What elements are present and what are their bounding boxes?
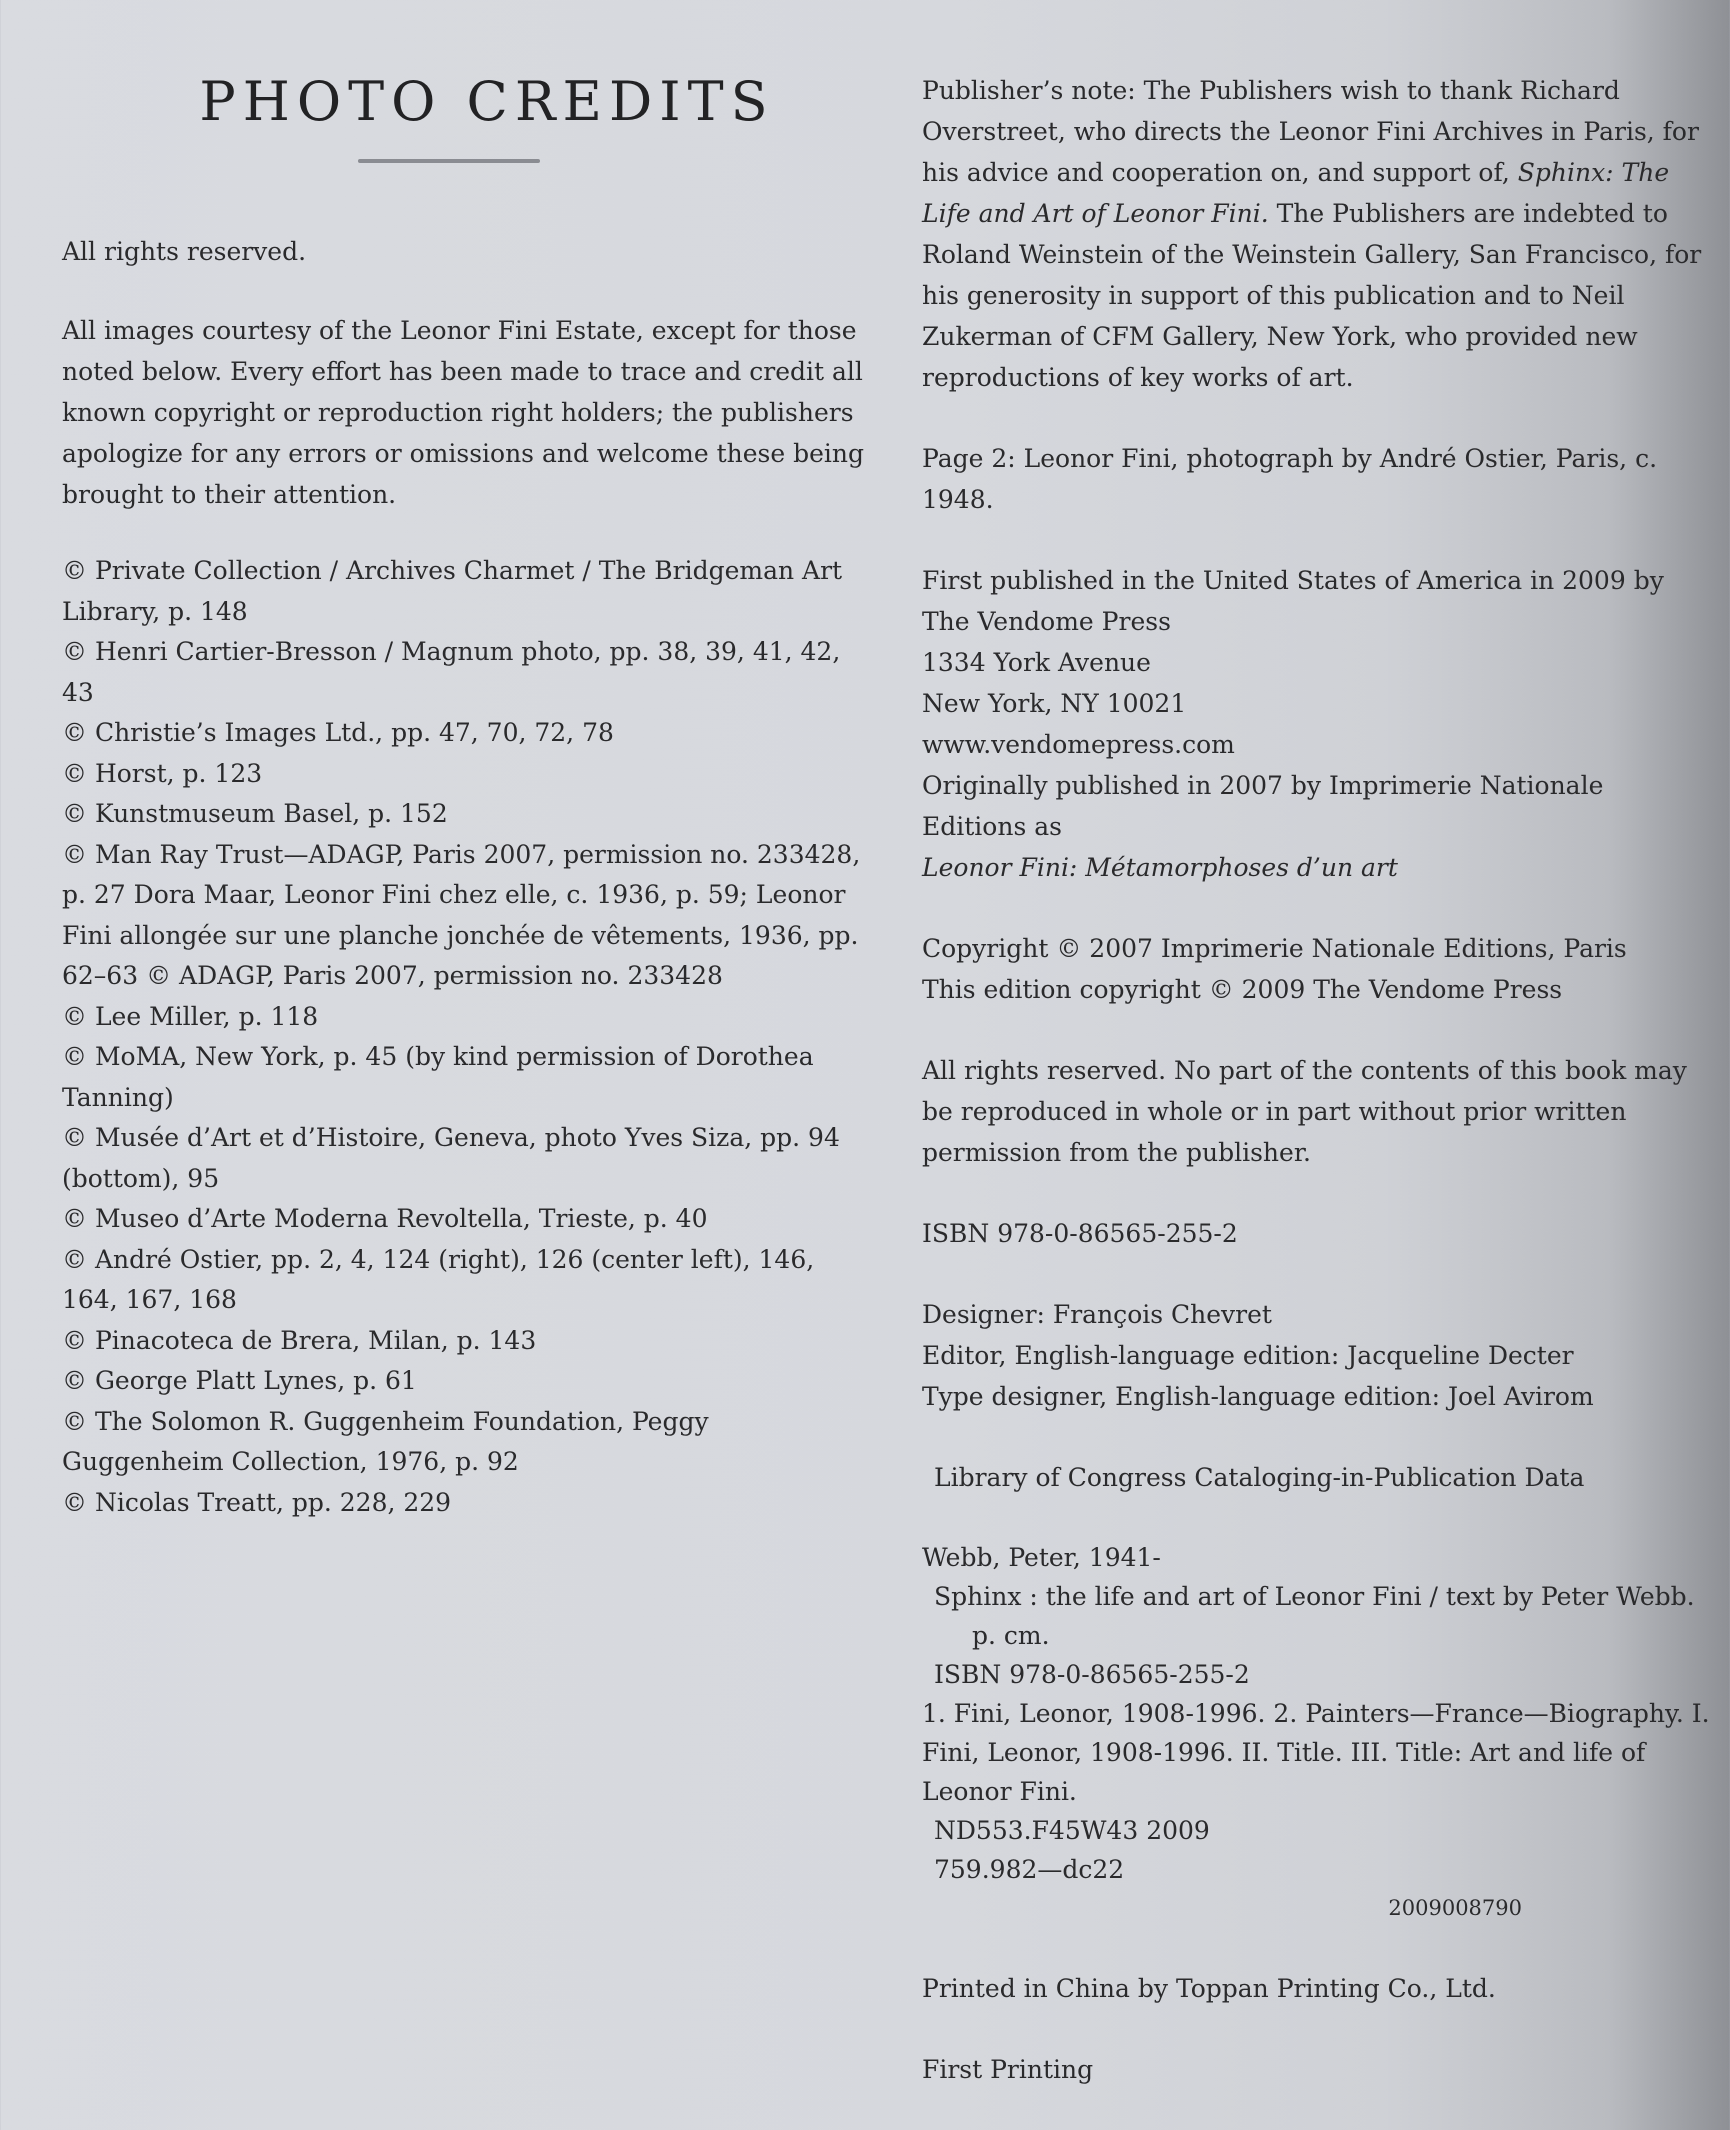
first-published-line: First published in the United States of America in 2009 by [922, 566, 1664, 595]
note-book-title: Sphinx: The Life and Art of Leonor Fini. [922, 158, 1670, 228]
title-underline-rule [358, 159, 540, 163]
credit-item: © André Ostier, pp. 2, 4, 124 (right), 126 (center left), 146, 164, 167, 168 [62, 1244, 815, 1314]
designer-line: Designer: François Chevret [922, 1300, 1272, 1329]
courtesy-statement: All images courtesy of the Leonor Fini Estate, except for those noted below. Every effort has been made to trace and credit all known copyright or reproduction right holders; the publishers apologize for any errors or omissions and welcome these being brought to their attention. [62, 316, 865, 509]
rights-statement: All rights reserved. [62, 237, 307, 266]
cip-class-number: ND553.F45W43 2009 [934, 1816, 1210, 1845]
publication-info-column [922, 70, 1712, 2130]
publishers-note [922, 70, 1712, 398]
printing-block [922, 2049, 1712, 2090]
credit-item: © Christie’s Images Ltd., pp. 47, 70, 72, 78 [62, 718, 614, 747]
credit-item: © Kunstmuseum Basel, p. 152 [62, 799, 448, 828]
note-prefix: Publisher’s note: The Publishers wish to thank Richard Overstreet, who directs the Leonor Fini Archives in Paris, for his advice and cooperation on, and support of, [922, 76, 1699, 187]
credit-item: © Museo d’Arte Moderna Revoltella, Trieste, p. 40 [62, 1204, 708, 1233]
printer-block [922, 1968, 1712, 2009]
credits-list [62, 551, 872, 1523]
cip-author: Webb, Peter, 1941- [922, 1543, 1161, 1572]
credit-item: © The Solomon R. Guggenheim Foundation, Peggy Guggenheim Collection, 1976, p. 92 [62, 1406, 709, 1476]
printing-line: First Printing [922, 2055, 1094, 2084]
note-suffix: The Publishers are indebted to Roland Weinstein of the Weinstein Gallery, San Francisco, for his generosity in support of this publication and to Neil Zukerman of CFM Gallery, New York, who provided new reproductions of key works of art. [922, 199, 1702, 392]
cip-title: Sphinx : the life and art of Leonor Fini / text by Peter Webb. [934, 1582, 1695, 1611]
copyright-line-2: This edition copyright © 2009 The Vendome Press [922, 975, 1563, 1004]
cip-heading-block [922, 1457, 1712, 1498]
page2-caption: Page 2: Leonor Fini, photograph by André Ostier, Paris, c. 1948. [922, 444, 1658, 514]
credit-item: © Henri Cartier-Bresson / Magnum photo, pp. 38, 39, 41, 42, 43 [62, 637, 841, 707]
credit-item: © Horst, p. 123 [62, 758, 263, 788]
cip-lccn: 2009008790 [1388, 1896, 1522, 1920]
photo-credits-column [62, 60, 872, 1523]
publisher-name: The Vendome Press [922, 607, 1171, 636]
publisher-city: New York, NY 10021 [922, 689, 1187, 718]
cip-dewey-number: 759.982—dc22 [934, 1855, 1125, 1884]
type-designer-line: Type designer, English-language edition: Joel Avirom [922, 1382, 1594, 1411]
rights-text: All rights reserved. No part of the contents of this book may be reproduced in whole or in part without prior written permission from the publisher. [922, 1056, 1687, 1167]
cip-subjects: 1. Fini, Leonor, 1908-1996. 2. Painters—France—Biography. I. Fini, Leonor, 1908-1996. II. Title. III. Title: Art and life of Leonor Fini. [922, 1699, 1710, 1806]
publisher-website: www.vendomepress.com [922, 730, 1235, 759]
credit-item: © Nicolas Treatt, pp. 228, 229 [62, 1487, 452, 1517]
cip-heading: Library of Congress Cataloging-in-Publication Data [934, 1463, 1585, 1492]
publishers-note-text [922, 70, 1712, 398]
credit-item: © MoMA, New York, p. 45 (by kind permission of Dorothea Tanning) [62, 1042, 814, 1112]
credit-item: © George Platt Lynes, p. 61 [62, 1366, 417, 1395]
credit-item: © Musée d’Art et d’Histoire, Geneva, photo Yves Siza, pp. 94 (bottom), 95 [62, 1123, 840, 1193]
credit-item: © Lee Miller, p. 118 [62, 1001, 319, 1031]
isbn: ISBN 978-0-86565-255-2 [922, 1219, 1238, 1248]
publisher-block [922, 560, 1712, 888]
isbn-block [922, 1213, 1712, 1254]
frontispiece-credit [922, 438, 1712, 520]
credit-item: © Pinacoteca de Brera, Milan, p. 143 [62, 1325, 537, 1355]
original-title: Leonor Fini: Métamorphoses d’un art [922, 853, 1398, 882]
credit-item: © Man Ray Trust—ADAGP, Paris 2007, permission no. 233428, p. 27 Dora Maar, Leonor Fini chez elle, c. 1936, p. 59; Leonor Fini allongée sur une planche jonchée de vêtements, 1936, pp. 62–63 © ADAGP, Paris 2007, permission no. 233428 [62, 839, 861, 990]
rights-block [922, 1050, 1712, 1173]
printed-in-line: Printed in China by Toppan Printing Co., Ltd. [922, 1974, 1496, 2003]
cip-isbn: ISBN 978-0-86565-255-2 [934, 1660, 1250, 1689]
copyright-block [922, 928, 1712, 1010]
original-publication-line: Originally published in 2007 by Imprimerie Nationale Editions as [922, 771, 1604, 841]
page-title: PHOTO CREDITS [199, 70, 775, 133]
editor-line: Editor, English-language edition: Jacqueline Decter [922, 1341, 1574, 1370]
copyright-line-1: Copyright © 2007 Imprimerie Nationale Editions, Paris [922, 934, 1627, 963]
credit-item: © Private Collection / Archives Charmet / The Bridgeman Art Library, p. 148 [62, 556, 843, 626]
cip-data-block [922, 1538, 1712, 1928]
publisher-street: 1334 York Avenue [922, 648, 1151, 677]
cip-pcm: p. cm. [972, 1621, 1050, 1650]
credits-staff-block [922, 1294, 1712, 1417]
